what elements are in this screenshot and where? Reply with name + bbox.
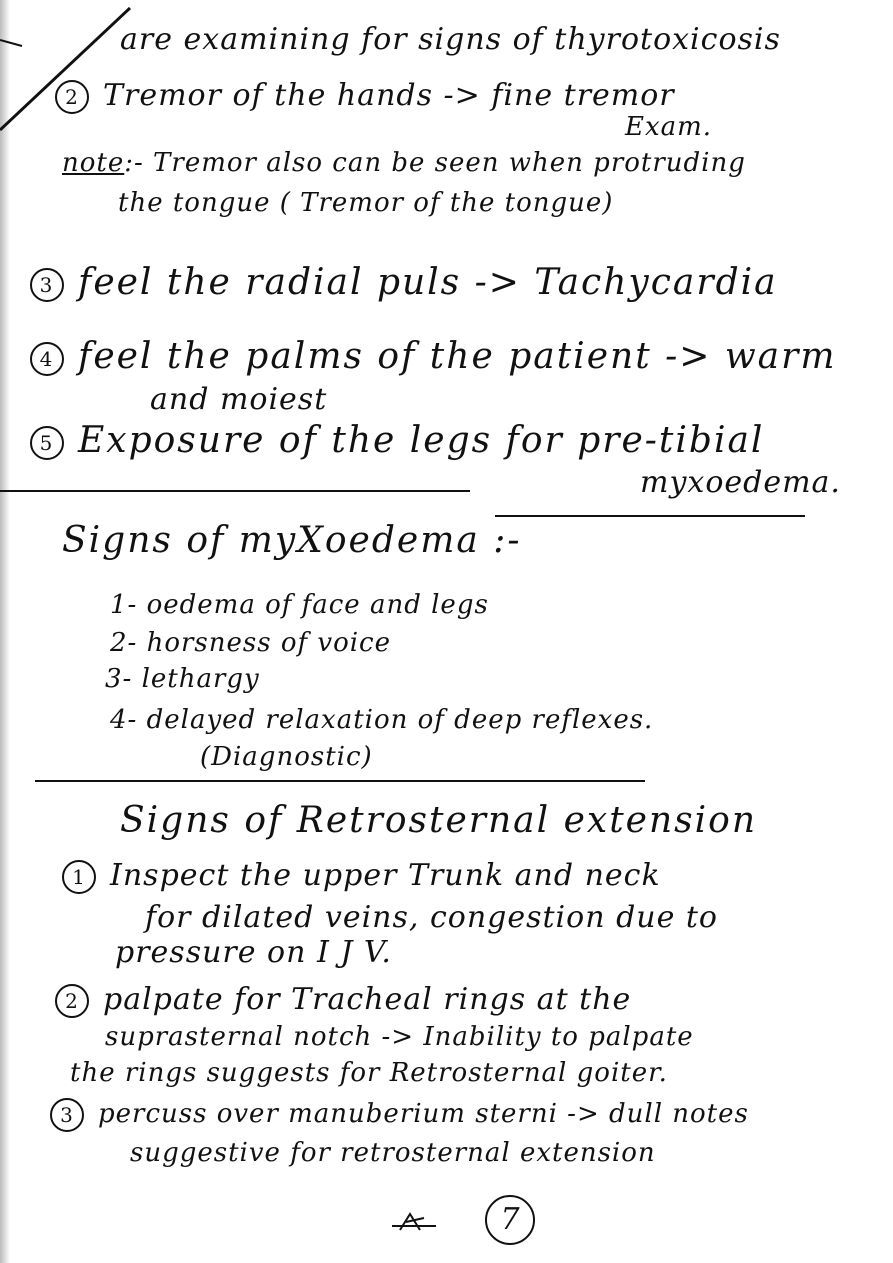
retro-item-1: [62, 858, 661, 894]
retro-item-3-line-a: percuss over manuberium sterni -> dull notes: [98, 1099, 749, 1129]
retro-item-2-line-b: suprasternal notch -> Inability to palpate: [105, 1022, 694, 1052]
item-3-number: 3: [30, 268, 64, 302]
myxoedema-item-4: 4- delayed relaxation of deep reflexes.: [110, 705, 654, 735]
retro-item-2-number: 2: [55, 984, 89, 1018]
retro-item-1-number: 1: [62, 860, 96, 894]
retro-item-2-line-a: palpate for Tracheal rings at the: [103, 982, 632, 1017]
page-number: 7: [485, 1195, 535, 1245]
item-2-text: Tremor of the hands -> fine tremor: [103, 78, 675, 113]
item-4-number: 4: [30, 342, 64, 376]
note: [62, 148, 746, 178]
item-3: [30, 262, 778, 303]
item-5-text: Exposure of the legs for pre-tibial: [78, 420, 765, 461]
item-2: [55, 78, 675, 114]
item-4-text: feel the palms of the patient -> warm: [78, 336, 837, 377]
folded-corner: [0, 0, 140, 140]
myxoedema-item-1: 1- oedema of face and legs: [110, 590, 489, 620]
myxoedema-item-3: 3- lethargy: [105, 664, 260, 694]
retro-item-1-line-c: pressure on I J V.: [115, 935, 392, 970]
divider-1a: [0, 490, 470, 492]
divider-1b: [495, 515, 805, 517]
item-5-cont: myxoedema.: [640, 465, 841, 500]
divider-2: [35, 780, 645, 782]
retro-item-3-line-b: suggestive for retrosternal extension: [130, 1138, 656, 1168]
retrosternal-heading: Signs of Retrosternal extension: [120, 800, 757, 841]
retro-item-3-number: 3: [50, 1098, 84, 1132]
retro-item-2: [55, 982, 631, 1018]
retro-item-3: [50, 1098, 749, 1132]
item-4: [30, 336, 837, 377]
intro-line: are examining for signs of thyrotoxicosis: [120, 22, 781, 57]
page-shadow-edge: [0, 0, 10, 1263]
retro-item-2-line-c: the rings suggests for Retrosternal goiter.: [70, 1058, 668, 1088]
retro-item-1-line-a: Inspect the upper Trunk and neck: [110, 858, 661, 893]
item-5: [30, 420, 764, 461]
note-cont: the tongue ( Tremor of the tongue): [118, 188, 614, 218]
retro-item-1-line-b: for dilated veins, congestion due to: [145, 900, 718, 935]
item-5-number: 5: [30, 426, 64, 460]
item-2-cont: Exam.: [625, 112, 713, 142]
item-3-text: feel the radial puls -> Tachycardia: [78, 262, 778, 303]
item-2-number: 2: [55, 80, 89, 114]
myxoedema-item-2: 2- horsness of voice: [110, 628, 391, 658]
scribble-mark: [390, 1210, 438, 1232]
myxoedema-heading: Signs of myXoedema :-: [62, 520, 522, 561]
note-label: note: [62, 148, 125, 178]
note-text: :- Tremor also can be seen when protruding: [124, 148, 746, 178]
item-4-cont: and moiest: [150, 382, 328, 417]
myxoedema-item-4-cont: (Diagnostic): [200, 742, 373, 772]
